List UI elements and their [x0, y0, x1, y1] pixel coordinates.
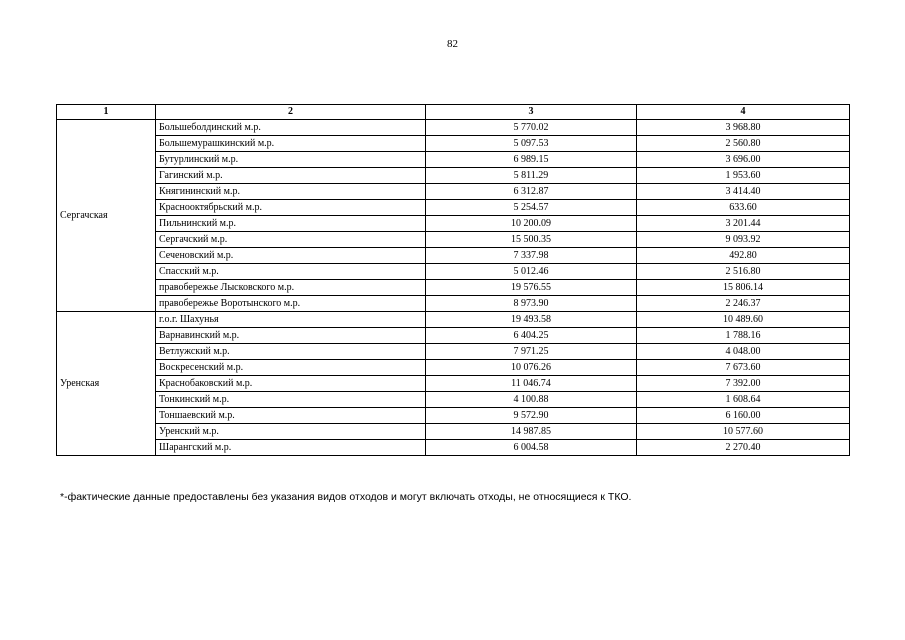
- value-col4-cell: 7 392.00: [637, 376, 850, 392]
- value-col4-cell: 7 673.60: [637, 360, 850, 376]
- table-row: [57, 168, 850, 184]
- district-cell: Шарангский м.р.: [156, 440, 426, 456]
- table-row: [57, 376, 850, 392]
- table-row: [57, 200, 850, 216]
- table-row: [57, 392, 850, 408]
- value-col4-cell: 10 489.60: [637, 312, 850, 328]
- value-col3-cell: 6 404.25: [426, 328, 637, 344]
- value-col3-cell: 5 254.57: [426, 200, 637, 216]
- district-cell: Сергачский м.р.: [156, 232, 426, 248]
- table-row: [57, 328, 850, 344]
- district-cell: Большеболдинский м.р.: [156, 120, 426, 136]
- value-col4-cell: 1 953.60: [637, 168, 850, 184]
- district-cell: правобережье Лысковского м.р.: [156, 280, 426, 296]
- district-cell: Варнавинский м.р.: [156, 328, 426, 344]
- column-header-2: 2: [156, 105, 426, 120]
- district-cell: Ветлужский м.р.: [156, 344, 426, 360]
- value-col4-cell: 3 201.44: [637, 216, 850, 232]
- column-header-3: 3: [426, 105, 637, 120]
- table-row: [57, 312, 850, 328]
- table-row: [57, 216, 850, 232]
- value-col3-cell: 4 100.88: [426, 392, 637, 408]
- value-col4-cell: 1 788.16: [637, 328, 850, 344]
- value-col3-cell: 5 097.53: [426, 136, 637, 152]
- value-col3-cell: 10 076.26: [426, 360, 637, 376]
- value-col4-cell: 2 270.40: [637, 440, 850, 456]
- table-row: [57, 152, 850, 168]
- value-col4-cell: 3 414.40: [637, 184, 850, 200]
- page-number: 82: [447, 38, 458, 50]
- district-cell: Спасский м.р.: [156, 264, 426, 280]
- value-col3-cell: 19 576.55: [426, 280, 637, 296]
- table-row: [57, 440, 850, 456]
- value-col4-cell: 4 048.00: [637, 344, 850, 360]
- value-col3-cell: 8 973.90: [426, 296, 637, 312]
- district-cell: Тоншаевский м.р.: [156, 408, 426, 424]
- column-header-4: 4: [637, 105, 850, 120]
- value-col3-cell: 6 989.15: [426, 152, 637, 168]
- table-header-row: [57, 105, 850, 120]
- district-cell: Воскресенский м.р.: [156, 360, 426, 376]
- table-row: [57, 232, 850, 248]
- district-cell: Уренский м.р.: [156, 424, 426, 440]
- table-row: [57, 136, 850, 152]
- table-row: [57, 424, 850, 440]
- district-cell: правобережье Воротынского м.р.: [156, 296, 426, 312]
- value-col4-cell: 2 560.80: [637, 136, 850, 152]
- table-row: [57, 248, 850, 264]
- table-row: [57, 120, 850, 136]
- table-row: [57, 264, 850, 280]
- value-col4-cell: 2 516.80: [637, 264, 850, 280]
- region-cell: Сергачская: [57, 120, 156, 312]
- value-col4-cell: 6 160.00: [637, 408, 850, 424]
- footnote: *-фактические данные предоставлены без указания видов отходов и могут включать отходы, не относящиеся к ТКО.: [60, 491, 632, 503]
- value-col3-cell: 10 200.09: [426, 216, 637, 232]
- value-col3-cell: 5 811.29: [426, 168, 637, 184]
- table-body: [57, 120, 850, 456]
- table-row: [57, 280, 850, 296]
- district-cell: Тонкинский м.р.: [156, 392, 426, 408]
- value-col3-cell: 5 770.02: [426, 120, 637, 136]
- district-cell: Большемурашкинский м.р.: [156, 136, 426, 152]
- value-col4-cell: 3 968.80: [637, 120, 850, 136]
- district-cell: Сеченовский м.р.: [156, 248, 426, 264]
- value-col3-cell: 7 337.98: [426, 248, 637, 264]
- table-row: [57, 184, 850, 200]
- table-row: [57, 296, 850, 312]
- value-col3-cell: 6 004.58: [426, 440, 637, 456]
- table-row: [57, 360, 850, 376]
- value-col4-cell: 3 696.00: [637, 152, 850, 168]
- district-cell: Гагинский м.р.: [156, 168, 426, 184]
- waste-data-table: [56, 104, 850, 456]
- district-cell: Пильнинский м.р.: [156, 216, 426, 232]
- table-row: [57, 344, 850, 360]
- district-cell: Княгининский м.р.: [156, 184, 426, 200]
- value-col4-cell: 633.60: [637, 200, 850, 216]
- value-col3-cell: 14 987.85: [426, 424, 637, 440]
- value-col3-cell: 19 493.58: [426, 312, 637, 328]
- district-cell: Краснооктябрьский м.р.: [156, 200, 426, 216]
- column-header-1: 1: [57, 105, 156, 120]
- value-col4-cell: 1 608.64: [637, 392, 850, 408]
- region-cell: Уренская: [57, 312, 156, 456]
- value-col4-cell: 492.80: [637, 248, 850, 264]
- table-row: [57, 408, 850, 424]
- value-col4-cell: 2 246.37: [637, 296, 850, 312]
- value-col3-cell: 11 046.74: [426, 376, 637, 392]
- value-col3-cell: 15 500.35: [426, 232, 637, 248]
- value-col4-cell: 10 577.60: [637, 424, 850, 440]
- district-cell: Краснобаковский м.р.: [156, 376, 426, 392]
- value-col3-cell: 6 312.87: [426, 184, 637, 200]
- district-cell: г.о.г. Шахунья: [156, 312, 426, 328]
- district-cell: Бутурлинский м.р.: [156, 152, 426, 168]
- value-col3-cell: 7 971.25: [426, 344, 637, 360]
- value-col3-cell: 9 572.90: [426, 408, 637, 424]
- value-col4-cell: 15 806.14: [637, 280, 850, 296]
- value-col3-cell: 5 012.46: [426, 264, 637, 280]
- value-col4-cell: 9 093.92: [637, 232, 850, 248]
